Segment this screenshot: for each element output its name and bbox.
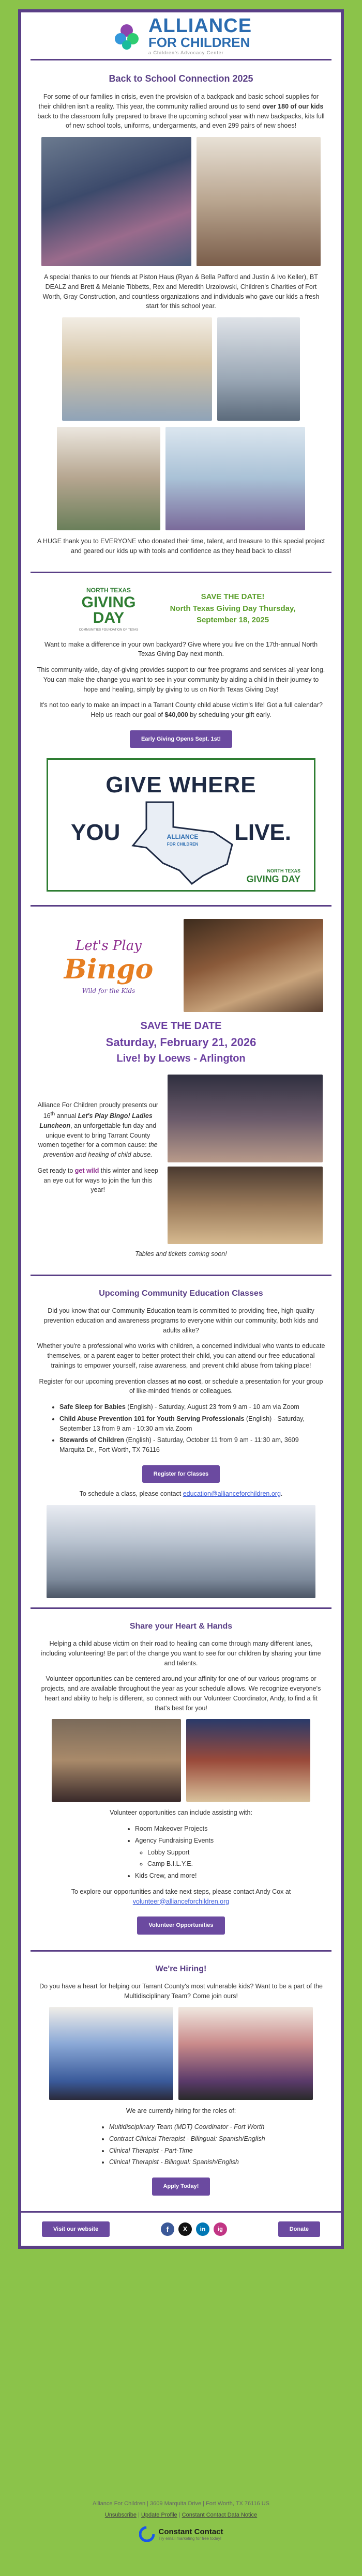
donate-button[interactable]: Donate: [278, 2221, 320, 2237]
constant-contact-tagline: Try email marketing for free today!: [158, 2536, 222, 2541]
photo-bingo-tables: [168, 1167, 323, 1244]
hiring-title: We're Hiring!: [155, 1964, 207, 1973]
volunteer-email-link[interactable]: volunteer@allianceforchildren.org: [132, 1897, 230, 1905]
bingo-section: [21, 907, 341, 1275]
apply-today-button[interactable]: Apply Today!: [152, 2178, 210, 2196]
giving-day-logo: NORTH TEXAS GIVING DAY COMMUNITIES FOUNDATION OF TEXAS: [79, 586, 139, 632]
education-contact: To schedule a class, please contact education@allianceforchildren.org.: [79, 1490, 283, 1498]
bingo-paragraph-2: Get ready to get wild this winter and keep an eye out for ways to join the fun this year!: [37, 1167, 158, 1194]
class-item: • Safe Sleep for Babies (English) - Saturday, August 23 from 9 am - 10 am via Zoom: [59, 1402, 325, 1412]
email-frame: [18, 9, 344, 2249]
brand-tagline: a Children's Advocacy Center: [148, 50, 224, 55]
unsubscribe-link[interactable]: Unsubscribe: [104, 2512, 137, 2518]
photo-backpacks: [41, 137, 191, 266]
register-classes-button[interactable]: Register for Classes: [142, 1465, 220, 1483]
backpack-section: [21, 60, 341, 572]
early-giving-button[interactable]: Early Giving Opens Sept. 1st!: [130, 730, 232, 748]
giving-paragraph-2: This community-wide, day-of-giving provides support to our free programs and services all year long. You can make the change you want to see in your community by aiding a child in their journey to hope and healing, simply by giving to us on North Texas Giving Day!: [37, 666, 325, 693]
photo-team-1: [49, 2007, 173, 2100]
volunteer-subitem: ◦ Lobby Support: [147, 1848, 325, 1858]
visit-website-button[interactable]: Visit our website: [42, 2221, 110, 2237]
photo-supplies-table: [62, 317, 212, 421]
volunteer-list-title: Volunteer opportunities can include assisting with:: [110, 1809, 252, 1817]
instagram-icon[interactable]: ig: [214, 2222, 227, 2236]
constant-contact-logo-icon: [139, 2526, 155, 2542]
volunteer-title: Share your Heart & Hands: [129, 1622, 233, 1631]
volunteer-item: • Kids Crew, and more!: [135, 1871, 325, 1881]
roles-list: [37, 2122, 325, 2167]
giving-paragraph-1: Want to make a difference in your own backyard? Give where you live on the 17th-annual North Texas Giving Day next month.: [44, 640, 318, 658]
volunteer-list: [37, 1824, 325, 1881]
volunteer-contact: To explore our opportunities and take next steps, please contact Andy Cox at volunteer@allianceforchildren.org: [71, 1888, 291, 1905]
education-title: Upcoming Community Education Classes: [99, 1289, 263, 1298]
bingo-note: Tables and tickets coming soon!: [135, 1250, 227, 1258]
hiring-paragraph: Do you have a heart for helping our Tarrant County's most vulnerable kids? Want to be a part of the Multidisciplinary Team? Come join ours!: [39, 1982, 323, 2000]
photo-donors: [165, 427, 305, 530]
footer: Alliance For Children | 3609 Marquita Drive | Fort Worth, TX 76116 US Unsubscribe | Update Profile | Constant Contact Data Notice Constant Contact Try email marketing for free today!: [0, 2491, 362, 2551]
class-item: • Stewards of Children (English) - Saturday, October 11 from 9 am - 11:30 am, 3609 Marquita Dr., Fort Worth, TX 76116: [59, 1435, 325, 1455]
update-profile-link[interactable]: Update Profile: [141, 2512, 177, 2518]
education-paragraph-3: Register for our upcoming prevention classes at no cost, or schedule a presentation for your group of like-minded friends or colleagues.: [39, 1377, 323, 1395]
photo-shoes: [217, 317, 300, 421]
photo-bingo-event: [184, 919, 323, 1012]
volunteer-section: [21, 1609, 341, 1950]
constant-contact-name: Constant Contact: [158, 2527, 223, 2536]
photo-volunteers: [197, 137, 321, 266]
education-paragraph-2: Whether you're a professional who works with children, a concerned individual who wants to educate themselves, or a parent eager to better protect their child, you can attend our free educational trainings to empower yourself, raise awareness, and prevent child abuse from taking place!: [37, 1342, 325, 1369]
role-item: • Clinical Therapist - Part-Time: [109, 2146, 325, 2156]
photo-volunteer-1: [52, 1719, 181, 1802]
footer-address: Alliance For Children | 3609 Marquita Drive | Fort Worth, TX 76116 US: [93, 2501, 269, 2507]
giving-day-section: [21, 573, 341, 906]
class-list: [37, 1402, 325, 1455]
brand-name: ALLIANCE: [148, 15, 252, 37]
photo-volunteer-2: [186, 1719, 310, 1802]
facebook-icon[interactable]: f: [161, 2222, 174, 2236]
volunteer-subitem: ◦ Camp B.I.L.Y.E.: [147, 1859, 325, 1869]
volunteer-opportunities-button[interactable]: Volunteer Opportunities: [137, 1916, 224, 1935]
class-item: • Child Abuse Prevention 101 for Youth Serving Professionals (English) - Saturday, September 13 from 9 am - 10:30 am via Zoom: [59, 1414, 325, 1434]
brand-subtitle: FOR CHILDREN: [148, 35, 250, 51]
hiring-list-title: We are currently hiring for the roles of:: [126, 2107, 236, 2115]
x-icon[interactable]: X: [178, 2222, 192, 2236]
role-item: • Contract Clinical Therapist - Bilingual: Spanish/English: [109, 2134, 325, 2144]
bottom-bar: [21, 2211, 341, 2246]
bingo-paragraph-1: Alliance For Children proudly presents our 16th annual Let's Play Bingo! Ladies Luncheon, an unforgettable fun day and unique event to bring Tarrant County women together for a common cause: the prevention and healing of child abuse.: [37, 1101, 158, 1159]
volunteer-item: • Room Makeover Projects: [135, 1824, 325, 1834]
backpack-paragraph-3: A HUGE thank you to EVERYONE who donated their time, talent, and treasure to this special project and geared our kids up with tools and confidence as they head back to class!: [37, 538, 325, 555]
data-notice-link[interactable]: Constant Contact Data Notice: [182, 2512, 258, 2518]
backpack-paragraph-2: A special thanks to our friends at Piston Haus (Ryan & Bella Pafford and Justin & Ivo Keller), BT DEALZ and Brett & Melanie Tibbetts, Rex and Meredith Urzolowski, Children's Charities of Fort Worth, Gray Construction, and countless organizations and individuals who gave our kids a fresh start for this school year.: [42, 273, 320, 310]
role-item: • Multidisciplinary Team (MDT) Coordinator - Fort Worth: [109, 2122, 325, 2132]
bingo-logo: Let's Play Bingo Wild for the Kids: [64, 938, 154, 994]
header: [21, 12, 341, 59]
photo-classroom: [47, 1505, 315, 1598]
volunteer-paragraph-1: Helping a child abuse victim on their road to healing can come through many different lanes, including volunteering! Be part of the change you want to see for our children by sharing your time and talents.: [41, 1640, 321, 1667]
photo-bingo-guests: [168, 1075, 323, 1162]
volunteer-item: • Agency Fundraising Events ◦ Lobby Support ◦ Camp B.I.L.Y.E.: [135, 1836, 325, 1869]
backpack-paragraph-1: For some of our families in crisis, even the provision of a backpack and basic school supplies for their children isn't a reality. This year, the community rallied around us to send over 180 of our kids back to the classroom fully prepared to brave the upcoming school year with new backpacks, kits full of new school tools, uniforms, undergarments, and even 299 pairs of new shoes!: [37, 93, 325, 130]
email-body: [21, 12, 341, 2246]
volunteer-paragraph-2: Volunteer opportunities can be centered around your affinity for one of our various programs or projects, and are available throughout the year as your schedule allows. We recognize everyone's heart and ability to help is different, so connect with our Volunteer Coordinator, Andy, to find a fit that's best for you!: [41, 1675, 321, 1712]
education-email-link[interactable]: education@allianceforchildren.org: [183, 1490, 281, 1498]
bingo-date: Saturday, February 21, 2026: [105, 1036, 257, 1049]
giving-paragraph-3: It's not too early to make an impact in a Tarrant County child abuse victim's life! Got a full calendar? Help us reach our goal of $40,000 by scheduling your gift early.: [39, 701, 323, 718]
role-item: • Clinical Therapist - Bilingual: Spanish/English: [109, 2157, 325, 2167]
linkedin-icon[interactable]: in: [196, 2222, 209, 2236]
photo-group: [57, 427, 160, 530]
alliance-logo-icon: [110, 19, 143, 52]
giving-save-the-date: SAVE THE DATE!: [201, 592, 265, 602]
education-section: [21, 1276, 341, 1607]
hiring-section: [21, 1952, 341, 2211]
education-paragraph-1: Did you know that our Community Education team is committed to providing free, high-quality prevention education and awareness programs to everyone within our community, both kids and adults alike?: [43, 1307, 319, 1334]
bingo-save-the-date: SAVE THE DATE: [140, 1020, 222, 1032]
photo-team-2: [178, 2007, 313, 2100]
give-where-you-live-banner: GIVE WHERE YOU LIVE. ALLIANCE FOR CHILDREN NORTH TEXAS GIVING DAY: [47, 758, 315, 892]
backpack-title: Back to School Connection 2025: [109, 73, 253, 84]
giving-date: North Texas Giving Day Thursday, September 18, 2025: [170, 604, 296, 625]
bingo-venue: Live! by Loews - Arlington: [116, 1053, 246, 1065]
